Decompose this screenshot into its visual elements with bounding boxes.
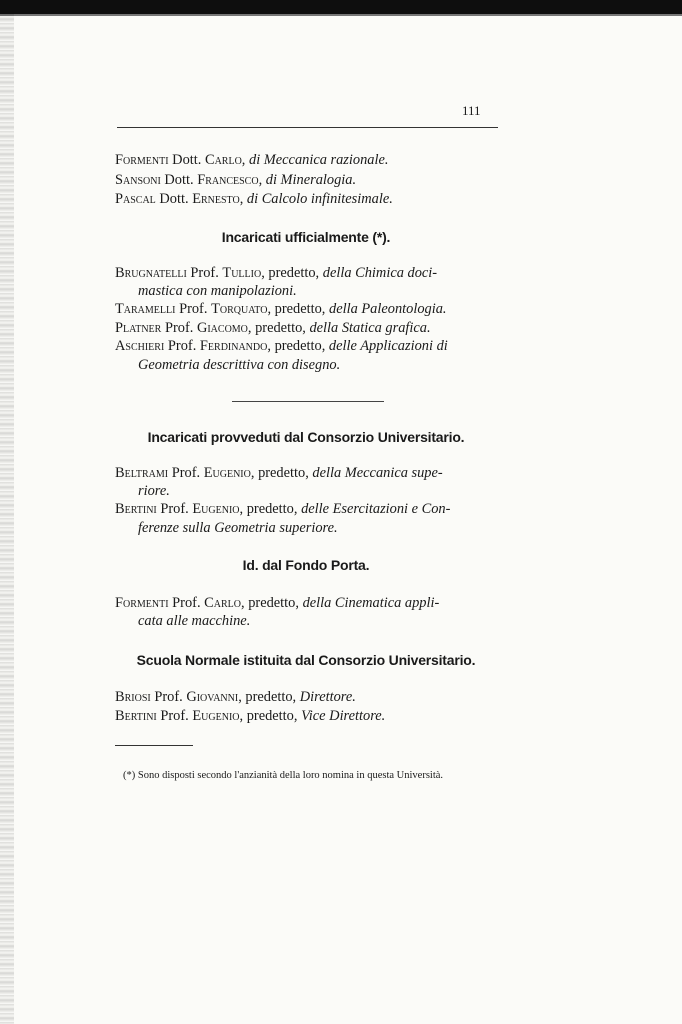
entry-line: Aschieri Prof. Ferdinando, predetto, delle Applicazioni di	[115, 338, 448, 354]
given-name: Eugenio	[192, 501, 240, 517]
section-heading: Incaricati ufficialmente (*).	[221, 229, 391, 245]
given-name: Eugenio	[192, 708, 240, 724]
entry-line: Brugnatelli Prof. Tullio, predetto, della Chimica doci-	[115, 265, 438, 281]
given-name: Torquato	[211, 301, 268, 317]
role: predetto,	[246, 501, 298, 517]
entry-continuation: mastica con manipolazioni.	[138, 283, 297, 299]
given-name: Giovanni	[186, 689, 239, 705]
title: Prof.	[160, 708, 189, 724]
surname: Bertini	[115, 501, 157, 517]
surname: Bertini	[115, 708, 157, 724]
footnote-rule	[115, 745, 193, 746]
surname: Briosi	[115, 689, 151, 705]
entry-line: Bertini Prof. Eugenio, predetto, delle Esercitazioni e Con-	[115, 501, 451, 517]
entry-line: Formenti Dott. Carlo, di Meccanica razionale.	[115, 152, 389, 168]
given-name: Tullio	[222, 265, 262, 281]
section-heading: Incaricati provveduti dal Consorzio Universitario.	[147, 429, 465, 445]
subject: di Calcolo infinitesimale.	[246, 191, 393, 207]
role: predetto,	[274, 338, 326, 354]
given-name: Eugenio	[203, 465, 251, 481]
entry-line: Pascal Dott. Ernesto, di Calcolo infinitesimale.	[115, 191, 393, 207]
role: predetto,	[255, 320, 306, 336]
role: predetto,	[274, 301, 326, 317]
subject: di Meccanica razionale.	[249, 152, 389, 168]
role: predetto,	[245, 689, 297, 705]
entry-line: Briosi Prof. Giovanni, predetto, Direttore.	[115, 689, 356, 705]
entry-continuation: cata alle macchine.	[138, 613, 251, 629]
role: predetto,	[258, 465, 309, 481]
title: Prof.	[172, 595, 201, 611]
subject: Vice Direttore.	[301, 708, 386, 724]
title: Dott.	[164, 172, 194, 188]
given-name: Francesco	[197, 172, 259, 188]
section-divider	[232, 401, 384, 402]
role: predetto,	[268, 265, 320, 281]
given-name: Carlo	[204, 152, 242, 168]
title: Prof.	[164, 320, 194, 336]
title: Prof.	[190, 265, 219, 281]
entry-line: Beltrami Prof. Eugenio, predetto, della Meccanica supe-	[115, 465, 443, 481]
footnote: (*) Sono disposti secondo l'anzianità della loro nomina in questa Università.	[123, 770, 444, 781]
entry-line: Platner Prof. Giacomo, predetto, della Statica grafica.	[115, 320, 431, 336]
title: Prof.	[160, 501, 189, 517]
header-rule	[117, 127, 498, 128]
subject: delle Applicazioni di	[328, 338, 448, 354]
title: Prof.	[154, 689, 183, 705]
subject: della Statica grafica.	[309, 320, 431, 336]
title: Prof.	[167, 338, 197, 354]
subject: della Meccanica supe-	[312, 465, 443, 481]
subject: della Paleontologia.	[329, 301, 447, 317]
entry-line: Formenti Prof. Carlo, predetto, della Cinematica appli-	[115, 595, 440, 611]
role: predetto,	[246, 708, 298, 724]
surname: Formenti	[115, 152, 169, 168]
page-number: 111	[462, 103, 481, 118]
role: predetto,	[248, 595, 299, 611]
surname: Pascal	[115, 191, 156, 207]
section-heading: Scuola Normale istituita dal Consorzio Universitario.	[136, 652, 476, 668]
surname: Platner	[115, 320, 162, 336]
given-name: Giacomo	[196, 320, 248, 336]
subject: delle Esercitazioni e Con-	[301, 501, 451, 517]
surname: Aschieri	[115, 338, 165, 354]
entry-continuation: ferenze sulla Geometria superiore.	[138, 520, 338, 536]
given-name: Ferdinando	[199, 338, 268, 354]
entry-continuation: riore.	[138, 483, 170, 499]
surname: Taramelli	[115, 301, 176, 317]
scan-top-border	[0, 0, 682, 14]
scan-left-edge	[0, 14, 14, 1024]
title: Dott.	[159, 191, 189, 207]
surname: Formenti	[115, 595, 169, 611]
surname: Brugnatelli	[115, 265, 187, 281]
title: Prof.	[179, 301, 208, 317]
entry-line: Taramelli Prof. Torquato, predetto, della Paleontologia.	[115, 301, 447, 317]
title: Dott.	[172, 152, 202, 168]
subject: di Mineralogia.	[265, 172, 357, 188]
given-name: Ernesto	[192, 191, 240, 207]
given-name: Carlo	[204, 595, 241, 611]
surname: Beltrami	[115, 465, 169, 481]
entry-line: Bertini Prof. Eugenio, predetto, Vice Direttore.	[115, 708, 386, 724]
title: Prof.	[171, 465, 201, 481]
entry-line: Sansoni Dott. Francesco, di Mineralogia.	[115, 172, 357, 188]
subject: Direttore.	[299, 689, 356, 705]
surname: Sansoni	[115, 172, 161, 188]
subject: della Cinematica appli-	[302, 595, 440, 611]
entry-continuation: Geometria descrittiva con disegno.	[138, 357, 341, 373]
subject: della Chimica doci-	[322, 265, 438, 281]
scan-top-line	[0, 14, 682, 16]
section-heading: Id. dal Fondo Porta.	[242, 557, 370, 573]
